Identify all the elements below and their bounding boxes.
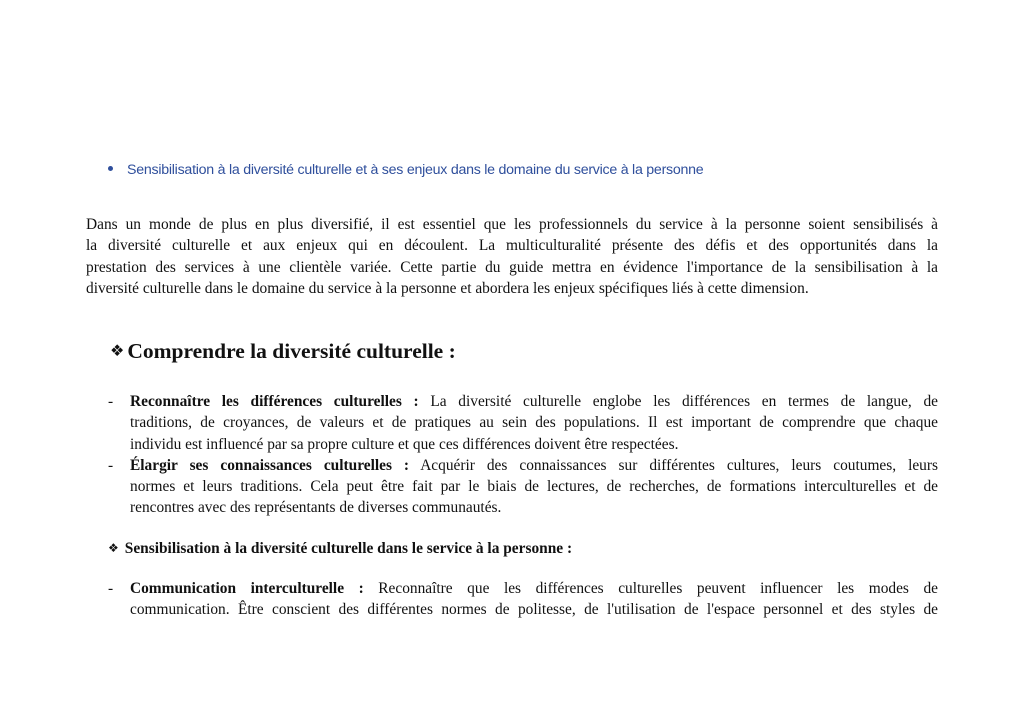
list-item xyxy=(108,391,938,455)
intro-line: prestation des services à une clientèle variée. Cette partie du guide mettra en évidence l'importance de la sensibilisation à la xyxy=(86,258,938,276)
heading-comprendre xyxy=(110,339,456,364)
intro-line: diversité culturelle dans le domaine du service à la personne et abordera les enjeux spécifiques liés à cette dimension. xyxy=(86,279,809,297)
dash-marker: - xyxy=(108,580,114,597)
diamond-bullet-icon: ❖ xyxy=(108,541,119,555)
list-sensibilisation xyxy=(108,578,938,621)
item-term: Élargir ses connaissances culturelles : xyxy=(130,456,410,474)
item-line: individu est influencé par sa propre culture et que ces différences doivent être respectées. xyxy=(130,435,679,453)
section-bullet-heading xyxy=(108,162,808,178)
item-line: traditions, de croyances, de valeurs et de pratiques au sein des populations. Il est important de comprendre que chaque xyxy=(130,414,938,432)
heading-text: Comprendre la diversité culturelle : xyxy=(127,339,456,363)
list-item xyxy=(108,455,938,519)
list-item xyxy=(108,578,938,621)
item-line xyxy=(130,455,938,476)
diamond-bullet-icon: ❖ xyxy=(110,341,125,360)
item-line xyxy=(130,391,938,412)
intro-paragraph xyxy=(86,214,938,299)
section-bullet-text: Sensibilisation à la diversité culturelle et à ses enjeux dans le domaine du service à la personne xyxy=(127,162,704,178)
bullet-dot-icon xyxy=(108,166,113,171)
item-text: Acquérir des connaissances sur différentes cultures, leurs coutumes, leurs xyxy=(409,456,938,474)
dash-marker: - xyxy=(108,393,114,410)
intro-line: la diversité culturelle et aux enjeux qui en découlent. La multiculturalité présente des défis et des opportunités dans la xyxy=(86,237,938,255)
intro-line: Dans un monde de plus en plus diversifié, il est essentiel que les professionnels du service à la personne soient sensibilisés à xyxy=(86,216,938,233)
item-line: normes et leurs traditions. Cela peut être fait par le biais de lectures, de recherches, de formations interculturelles et de xyxy=(130,478,938,496)
item-text: La diversité culturelle englobe les différences en termes de langue, de xyxy=(418,393,938,410)
dash-marker: - xyxy=(108,456,114,474)
item-term: Reconnaître les différences culturelles : xyxy=(130,393,419,410)
item-term: Communication interculturelle : xyxy=(130,580,364,597)
item-line: rencontres avec des représentants de diverses communautés. xyxy=(130,499,502,517)
item-line xyxy=(130,578,938,599)
item-text: Reconnaître que les différences culturelles peuvent influencer les modes de xyxy=(363,580,938,597)
item-line: communication. Être conscient des différentes normes de politesse, de l'utilisation de l'espace personnel et des styles de xyxy=(130,601,938,619)
heading-sensibilisation xyxy=(108,540,572,558)
heading-text: Sensibilisation à la diversité culturelle dans le service à la personne : xyxy=(124,540,573,557)
list-comprendre xyxy=(108,391,938,519)
